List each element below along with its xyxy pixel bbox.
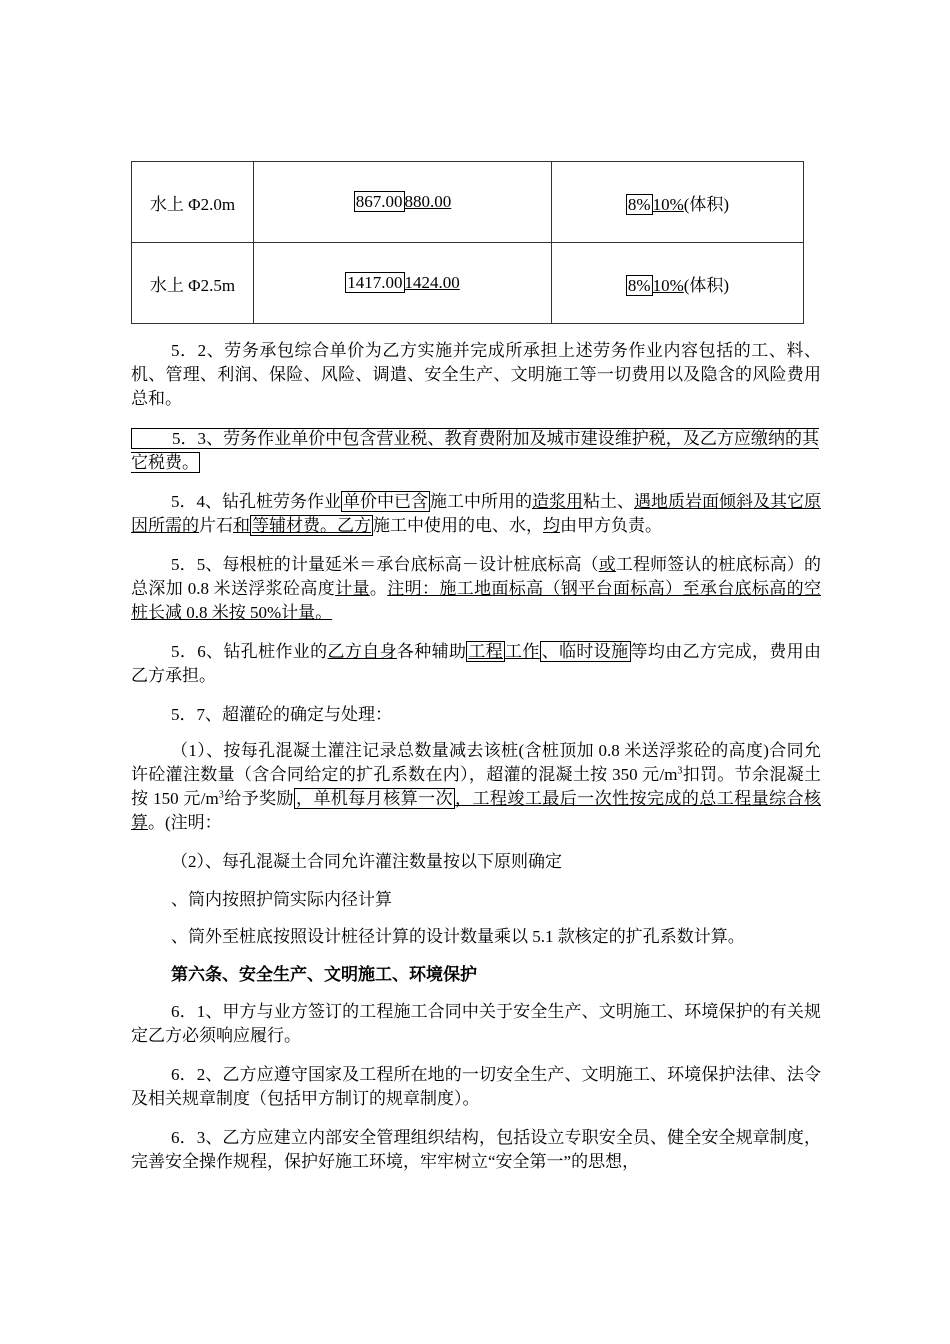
inserted-rate: 10% (652, 275, 684, 295)
deleted-rate: 8% (627, 275, 651, 295)
paragraph-6-1: 6．1、甲方与业方签订的工程施工合同中关于安全生产、文明施工、环境保护的有关规定乙方必须响应履行。 (131, 1002, 821, 1045)
price-cell (254, 243, 552, 324)
paragraph-5-3: 5．3、劳务作业单价中包含营业税、教育费附加及城市建设维护税，及乙方应缴纳的其它税费。 (131, 429, 819, 472)
deleted-rate: 8% (627, 194, 651, 214)
rate-cell (552, 162, 804, 243)
rate-suffix: (体积) (683, 194, 730, 214)
inserted-rate: 10% (652, 194, 684, 214)
inserted-price: 880.00 (404, 192, 452, 211)
section-heading-6: 第六条、安全生产、文明施工、环境保护 (171, 965, 477, 984)
price-cell (254, 162, 552, 243)
paragraph-5-5: 5．5、每根桩的计量延米＝承台底标高－设计桩底标高（或工程师签认的桩底标高）的总深加 0.8 米送浮浆砼高度计量。注明：施工地面标高（钢平台面标高）至承台底标高的空桩长减 0.8 米按 50%计量。 (131, 555, 822, 622)
paragraph-5-7: 5．7、超灌砼的确定与处理： (171, 705, 392, 724)
paragraph-6-2: 6．2、乙方应遵守国家及工程所在地的一切安全生产、文明施工、环境保护法律、法令及相关规章制度（包括甲方制订的规章制度）。 (131, 1065, 821, 1108)
paragraph-5-7-4: 、筒外至桩底按照设计桩径计算的设计数量乘以 5.1 款核定的扩孔系数计算。 (171, 927, 745, 946)
paragraph-5-7-2: （2）、每孔混凝土合同允许灌注数量按以下原则确定 (171, 852, 562, 871)
deleted-price: 867.00 (355, 192, 403, 211)
inserted-price: 1424.00 (404, 273, 460, 292)
paragraph-5-7-1: （1）、按每孔混凝土灌注记录总数量减去该桩(含桩顶加 0.8 米送浮浆砼的高度)合同允许砼灌注数量（含合同给定的扩孔系数在内），超灌的混凝土按 350 元$/m^3$扣罚。节余混凝土按 150 元$/m^3$给予奖励 ，单机每月核算一次 ，工程竣工最后一次性按完成的总工程量综合核算。(注明： (131, 741, 822, 832)
rate-cell (552, 243, 804, 324)
paragraph-5-7-3: 、筒内按照护筒实际内径计算 (171, 890, 392, 909)
table-row (132, 243, 804, 324)
paragraph-5-4: 5．4、钻孔桩劳务作业 单价中已含 施工中所用的造浆用粘土、遇地质岩面倾斜及其它原因所需的片石和 等辅材费。乙方 施工中使用的电、水，均由甲方负责。 (131, 492, 821, 535)
spec-cell: 水上 Φ2.5m (132, 243, 254, 324)
deleted-price: 1417.00 (347, 273, 403, 292)
paragraph-5-6: 5．6、钻孔桩作业的乙方自身各种辅助 工程 工作 、临时设施 等均由乙方完成，费用由乙方承担。 (131, 642, 822, 685)
rate-suffix: (体积) (683, 275, 730, 295)
paragraph-5-2: 5．2、劳务承包综合单价为乙方实施并完成所承担上述劳务作业内容包括的工、料、机、管理、利润、保险、风险、调遣、安全生产、文明施工等一切费用以及隐含的风险费用总和。 (131, 341, 821, 408)
table-row (132, 162, 804, 243)
price-table (131, 161, 804, 324)
spec-cell: 水上 Φ2.0m (132, 162, 254, 243)
paragraph-6-3: 6．3、乙方应建立内部安全管理组织结构，包括设立专职安全员、健全安全规章制度，完善安全操作规程，保护好施工环境，牢牢树立“安全第一”的思想， (131, 1128, 821, 1171)
